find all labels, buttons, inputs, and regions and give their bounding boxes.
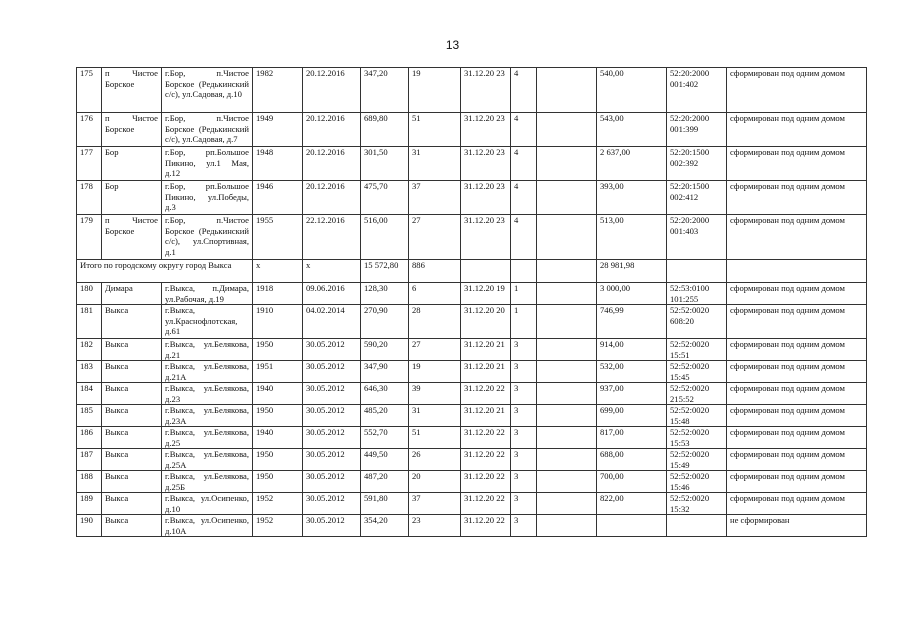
stage-cell: 3 bbox=[511, 471, 537, 493]
settlement-cell: Выкса bbox=[102, 405, 162, 427]
deadline-cell: 31.12.20 22 bbox=[461, 427, 511, 449]
row-number-cell: 181 bbox=[77, 305, 102, 339]
stage-cell: 3 bbox=[511, 339, 537, 361]
stage-cell: 3 bbox=[511, 361, 537, 383]
amount-cell: 513,00 bbox=[597, 215, 667, 260]
address-cell: г.Выкса, ул.Осипенко, д.10А bbox=[162, 515, 253, 537]
table-row bbox=[77, 427, 867, 449]
table-body bbox=[77, 68, 867, 537]
settlement-cell: Бор bbox=[102, 181, 162, 215]
deadline-cell: 31.12.20 21 bbox=[461, 405, 511, 427]
area-cell: 516,00 bbox=[361, 215, 409, 260]
address-cell: г.Выкса, ул.Белякова, д.25Б bbox=[162, 471, 253, 493]
empty-cell bbox=[511, 260, 537, 283]
land-status-cell: сформирован под одним домом bbox=[727, 383, 867, 405]
table-row bbox=[77, 181, 867, 215]
deadline-cell: 31.12.20 22 bbox=[461, 449, 511, 471]
table-row bbox=[77, 515, 867, 537]
deadline-cell: 31.12.20 22 bbox=[461, 515, 511, 537]
empty-cell bbox=[537, 181, 597, 215]
settlement-cell: Выкса bbox=[102, 427, 162, 449]
empty-cell bbox=[537, 361, 597, 383]
amount-cell: 532,00 bbox=[597, 361, 667, 383]
row-number-cell: 176 bbox=[77, 113, 102, 147]
residents-cell: 27 bbox=[409, 215, 461, 260]
total-row bbox=[77, 260, 867, 283]
year-cell: 1982 bbox=[253, 68, 303, 113]
row-number-cell: 178 bbox=[77, 181, 102, 215]
total-residents-cell: 886 bbox=[409, 260, 461, 283]
area-cell: 646,30 bbox=[361, 383, 409, 405]
row-number-cell: 188 bbox=[77, 471, 102, 493]
amount-cell: 817,00 bbox=[597, 427, 667, 449]
empty-cell bbox=[537, 283, 597, 305]
residents-cell: 6 bbox=[409, 283, 461, 305]
year-cell: 1946 bbox=[253, 181, 303, 215]
row-number-cell: 180 bbox=[77, 283, 102, 305]
stage-cell: 4 bbox=[511, 147, 537, 181]
empty-cell bbox=[727, 260, 867, 283]
area-cell: 590,20 bbox=[361, 339, 409, 361]
row-number-cell: 179 bbox=[77, 215, 102, 260]
table-row bbox=[77, 405, 867, 427]
amount-cell: 822,00 bbox=[597, 493, 667, 515]
empty-cell bbox=[537, 305, 597, 339]
year-cell: 1955 bbox=[253, 215, 303, 260]
date-cell: 30.05.2012 bbox=[303, 515, 361, 537]
stage-cell: 4 bbox=[511, 113, 537, 147]
land-status-cell: сформирован под одним домом bbox=[727, 361, 867, 383]
stage-cell: 3 bbox=[511, 449, 537, 471]
date-cell: 30.05.2012 bbox=[303, 361, 361, 383]
table-row bbox=[77, 283, 867, 305]
amount-cell: 3 000,00 bbox=[597, 283, 667, 305]
date-cell: 30.05.2012 bbox=[303, 383, 361, 405]
address-cell: г.Бор, п.Чистое Борское (Редькинский с/с), ул.Спортивная, д.1 bbox=[162, 215, 253, 260]
address-cell: г.Выкса, ул.Белякова, д.21А bbox=[162, 361, 253, 383]
date-cell: 20.12.2016 bbox=[303, 113, 361, 147]
empty-cell bbox=[537, 260, 597, 283]
year-cell: 1940 bbox=[253, 383, 303, 405]
residents-cell: 28 bbox=[409, 305, 461, 339]
land-status-cell: сформирован под одним домом bbox=[727, 449, 867, 471]
table-row bbox=[77, 383, 867, 405]
settlement-cell: п Чистое Борское bbox=[102, 215, 162, 260]
date-cell: 20.12.2016 bbox=[303, 181, 361, 215]
year-cell: 1918 bbox=[253, 283, 303, 305]
address-cell: г.Выкса, ул.Белякова, д.25А bbox=[162, 449, 253, 471]
year-cell: 1948 bbox=[253, 147, 303, 181]
date-cell: 20.12.2016 bbox=[303, 68, 361, 113]
deadline-cell: 31.12.20 21 bbox=[461, 361, 511, 383]
land-status-cell: сформирован под одним домом bbox=[727, 339, 867, 361]
table-row bbox=[77, 147, 867, 181]
settlement-cell: Выкса bbox=[102, 361, 162, 383]
year-cell: 1949 bbox=[253, 113, 303, 147]
empty-cell bbox=[461, 260, 511, 283]
residents-cell: 37 bbox=[409, 181, 461, 215]
residents-cell: 51 bbox=[409, 427, 461, 449]
date-cell: 30.05.2012 bbox=[303, 449, 361, 471]
row-number-cell: 184 bbox=[77, 383, 102, 405]
area-cell: 552,70 bbox=[361, 427, 409, 449]
area-cell: 487,20 bbox=[361, 471, 409, 493]
date-cell: 04.02.2014 bbox=[303, 305, 361, 339]
residents-cell: 31 bbox=[409, 405, 461, 427]
settlement-cell: Выкса bbox=[102, 449, 162, 471]
address-cell: г.Выкса, ул.Белякова, д.21 bbox=[162, 339, 253, 361]
row-number-cell: 190 bbox=[77, 515, 102, 537]
area-cell: 128,30 bbox=[361, 283, 409, 305]
settlement-cell: Выкса bbox=[102, 305, 162, 339]
empty-cell bbox=[537, 427, 597, 449]
land-status-cell: сформирован под одним домом bbox=[727, 181, 867, 215]
address-cell: г.Бор, п.Чистое Борское (Редькинский с/с), ул.Садовая, д.7 bbox=[162, 113, 253, 147]
deadline-cell: 31.12.20 20 bbox=[461, 305, 511, 339]
cadastral-number-cell: 52:52:0020 15:51 bbox=[667, 339, 727, 361]
area-cell: 449,50 bbox=[361, 449, 409, 471]
table-row bbox=[77, 493, 867, 515]
address-cell: г.Бор, рп.Большое Пикино, ул.1 Мая, д.12 bbox=[162, 147, 253, 181]
stage-cell: 1 bbox=[511, 305, 537, 339]
settlement-cell: Выкса bbox=[102, 493, 162, 515]
table-row bbox=[77, 449, 867, 471]
address-cell: г.Выкса, п.Димара, ул.Рабочая, д.19 bbox=[162, 283, 253, 305]
date-cell: 20.12.2016 bbox=[303, 147, 361, 181]
residents-cell: 19 bbox=[409, 68, 461, 113]
table-row bbox=[77, 68, 867, 113]
cadastral-number-cell: 52:52:0020 15:48 bbox=[667, 405, 727, 427]
address-cell: г.Бор, рп.Большое Пикино, ул.Победы, д.3 bbox=[162, 181, 253, 215]
area-cell: 485,20 bbox=[361, 405, 409, 427]
empty-cell bbox=[537, 405, 597, 427]
amount-cell: 393,00 bbox=[597, 181, 667, 215]
cadastral-number-cell: 52:52:0020 608:20 bbox=[667, 305, 727, 339]
year-cell: 1952 bbox=[253, 515, 303, 537]
table-row bbox=[77, 305, 867, 339]
empty-cell bbox=[537, 493, 597, 515]
row-number-cell: 177 bbox=[77, 147, 102, 181]
housing-registry-table bbox=[76, 67, 867, 537]
date-cell: 09.06.2016 bbox=[303, 283, 361, 305]
row-number-cell: 189 bbox=[77, 493, 102, 515]
settlement-cell: Выкса bbox=[102, 471, 162, 493]
residents-cell: 20 bbox=[409, 471, 461, 493]
address-cell: г.Выкса, ул.Осипенко, д.10 bbox=[162, 493, 253, 515]
settlement-cell: Выкса bbox=[102, 339, 162, 361]
table-row bbox=[77, 339, 867, 361]
row-number-cell: 175 bbox=[77, 68, 102, 113]
residents-cell: 39 bbox=[409, 383, 461, 405]
land-status-cell: сформирован под одним домом bbox=[727, 113, 867, 147]
deadline-cell: 31.12.20 23 bbox=[461, 147, 511, 181]
stage-cell: 3 bbox=[511, 427, 537, 449]
total-label: Итого по городскому округу город Выкса bbox=[77, 260, 253, 283]
table-row bbox=[77, 471, 867, 493]
settlement-cell: п Чистое Борское bbox=[102, 113, 162, 147]
cadastral-number-cell: 52:20:1500 002:412 bbox=[667, 181, 727, 215]
amount-cell: 2 637,00 bbox=[597, 147, 667, 181]
page-number: 13 bbox=[445, 38, 460, 52]
deadline-cell: 31.12.20 21 bbox=[461, 339, 511, 361]
cadastral-number-cell: 52:20:2000 001:399 bbox=[667, 113, 727, 147]
address-cell: г.Выкса, ул.Белякова, д.23 bbox=[162, 383, 253, 405]
date-cell: 30.05.2012 bbox=[303, 493, 361, 515]
amount-cell: 699,00 bbox=[597, 405, 667, 427]
empty-cell bbox=[537, 515, 597, 537]
area-cell: 301,50 bbox=[361, 147, 409, 181]
row-number-cell: 186 bbox=[77, 427, 102, 449]
address-cell: г.Выкса, ул.Краснофлотская, д.61 bbox=[162, 305, 253, 339]
empty-cell bbox=[537, 215, 597, 260]
address-cell: г.Бор, п.Чистое Борское (Редькинский с/с), ул.Садовая, д.10 bbox=[162, 68, 253, 113]
amount-cell: 700,00 bbox=[597, 471, 667, 493]
land-status-cell: сформирован под одним домом bbox=[727, 427, 867, 449]
row-number-cell: 185 bbox=[77, 405, 102, 427]
amount-cell: 688,00 bbox=[597, 449, 667, 471]
settlement-cell: Выкса bbox=[102, 515, 162, 537]
residents-cell: 23 bbox=[409, 515, 461, 537]
empty-cell bbox=[537, 113, 597, 147]
cadastral-number-cell: 52:52:0020 215:52 bbox=[667, 383, 727, 405]
table-row bbox=[77, 215, 867, 260]
amount-cell: 543,00 bbox=[597, 113, 667, 147]
total-year-cell: х bbox=[253, 260, 303, 283]
date-cell: 30.05.2012 bbox=[303, 471, 361, 493]
area-cell: 270,90 bbox=[361, 305, 409, 339]
cadastral-number-cell: 52:20:1500 002:392 bbox=[667, 147, 727, 181]
land-status-cell: сформирован под одним домом bbox=[727, 215, 867, 260]
area-cell: 689,80 bbox=[361, 113, 409, 147]
empty-cell bbox=[537, 68, 597, 113]
deadline-cell: 31.12.20 22 bbox=[461, 471, 511, 493]
area-cell: 354,20 bbox=[361, 515, 409, 537]
area-cell: 347,90 bbox=[361, 361, 409, 383]
settlement-cell: Бор bbox=[102, 147, 162, 181]
empty-cell bbox=[667, 260, 727, 283]
empty-cell bbox=[537, 449, 597, 471]
deadline-cell: 31.12.20 23 bbox=[461, 181, 511, 215]
stage-cell: 4 bbox=[511, 215, 537, 260]
land-status-cell: сформирован под одним домом bbox=[727, 305, 867, 339]
area-cell: 347,20 bbox=[361, 68, 409, 113]
amount-cell: 937,00 bbox=[597, 383, 667, 405]
year-cell: 1940 bbox=[253, 427, 303, 449]
deadline-cell: 31.12.20 22 bbox=[461, 493, 511, 515]
deadline-cell: 31.12.20 23 bbox=[461, 215, 511, 260]
amount-cell: 914,00 bbox=[597, 339, 667, 361]
settlement-cell: п Чистое Борское bbox=[102, 68, 162, 113]
area-cell: 591,80 bbox=[361, 493, 409, 515]
land-status-cell: сформирован под одним домом bbox=[727, 68, 867, 113]
land-status-cell: сформирован под одним домом bbox=[727, 471, 867, 493]
cadastral-number-cell bbox=[667, 515, 727, 537]
cadastral-number-cell: 52:52:0020 15:45 bbox=[667, 361, 727, 383]
deadline-cell: 31.12.20 22 bbox=[461, 383, 511, 405]
table-row bbox=[77, 361, 867, 383]
residents-cell: 51 bbox=[409, 113, 461, 147]
address-cell: г.Выкса, ул.Белякова, д.25 bbox=[162, 427, 253, 449]
date-cell: 30.05.2012 bbox=[303, 339, 361, 361]
stage-cell: 1 bbox=[511, 283, 537, 305]
address-cell: г.Выкса, ул.Белякова, д.23А bbox=[162, 405, 253, 427]
year-cell: 1951 bbox=[253, 361, 303, 383]
land-status-cell: сформирован под одним домом bbox=[727, 283, 867, 305]
year-cell: 1952 bbox=[253, 493, 303, 515]
year-cell: 1950 bbox=[253, 405, 303, 427]
year-cell: 1910 bbox=[253, 305, 303, 339]
residents-cell: 31 bbox=[409, 147, 461, 181]
empty-cell bbox=[537, 339, 597, 361]
total-amount-cell: 28 981,98 bbox=[597, 260, 667, 283]
cadastral-number-cell: 52:52:0020 15:32 bbox=[667, 493, 727, 515]
land-status-cell: сформирован под одним домом bbox=[727, 493, 867, 515]
settlement-cell: Димара bbox=[102, 283, 162, 305]
stage-cell: 3 bbox=[511, 493, 537, 515]
settlement-cell: Выкса bbox=[102, 383, 162, 405]
amount-cell: 746,99 bbox=[597, 305, 667, 339]
empty-cell bbox=[537, 383, 597, 405]
cadastral-number-cell: 52:52:0020 15:53 bbox=[667, 427, 727, 449]
row-number-cell: 187 bbox=[77, 449, 102, 471]
land-status-cell: сформирован под одним домом bbox=[727, 405, 867, 427]
cadastral-number-cell: 52:20:2000 001:402 bbox=[667, 68, 727, 113]
deadline-cell: 31.12.20 23 bbox=[461, 113, 511, 147]
year-cell: 1950 bbox=[253, 449, 303, 471]
cadastral-number-cell: 52:20:2000 001:403 bbox=[667, 215, 727, 260]
land-status-cell: сформирован под одним домом bbox=[727, 147, 867, 181]
residents-cell: 19 bbox=[409, 361, 461, 383]
empty-cell bbox=[537, 471, 597, 493]
amount-cell bbox=[597, 515, 667, 537]
stage-cell: 3 bbox=[511, 515, 537, 537]
stage-cell: 4 bbox=[511, 181, 537, 215]
empty-cell bbox=[537, 147, 597, 181]
cadastral-number-cell: 52:53:0100 101:255 bbox=[667, 283, 727, 305]
residents-cell: 26 bbox=[409, 449, 461, 471]
row-number-cell: 182 bbox=[77, 339, 102, 361]
residents-cell: 27 bbox=[409, 339, 461, 361]
residents-cell: 37 bbox=[409, 493, 461, 515]
total-area-cell: 15 572,80 bbox=[361, 260, 409, 283]
cadastral-number-cell: 52:52:0020 15:46 bbox=[667, 471, 727, 493]
area-cell: 475,70 bbox=[361, 181, 409, 215]
table-row bbox=[77, 113, 867, 147]
deadline-cell: 31.12.20 23 bbox=[461, 68, 511, 113]
year-cell: 1950 bbox=[253, 471, 303, 493]
total-date-cell: х bbox=[303, 260, 361, 283]
amount-cell: 540,00 bbox=[597, 68, 667, 113]
date-cell: 22.12.2016 bbox=[303, 215, 361, 260]
date-cell: 30.05.2012 bbox=[303, 405, 361, 427]
stage-cell: 4 bbox=[511, 68, 537, 113]
year-cell: 1950 bbox=[253, 339, 303, 361]
cadastral-number-cell: 52:52:0020 15:49 bbox=[667, 449, 727, 471]
row-number-cell: 183 bbox=[77, 361, 102, 383]
stage-cell: 3 bbox=[511, 383, 537, 405]
land-status-cell: не сформирован bbox=[727, 515, 867, 537]
stage-cell: 3 bbox=[511, 405, 537, 427]
deadline-cell: 31.12.20 19 bbox=[461, 283, 511, 305]
date-cell: 30.05.2012 bbox=[303, 427, 361, 449]
